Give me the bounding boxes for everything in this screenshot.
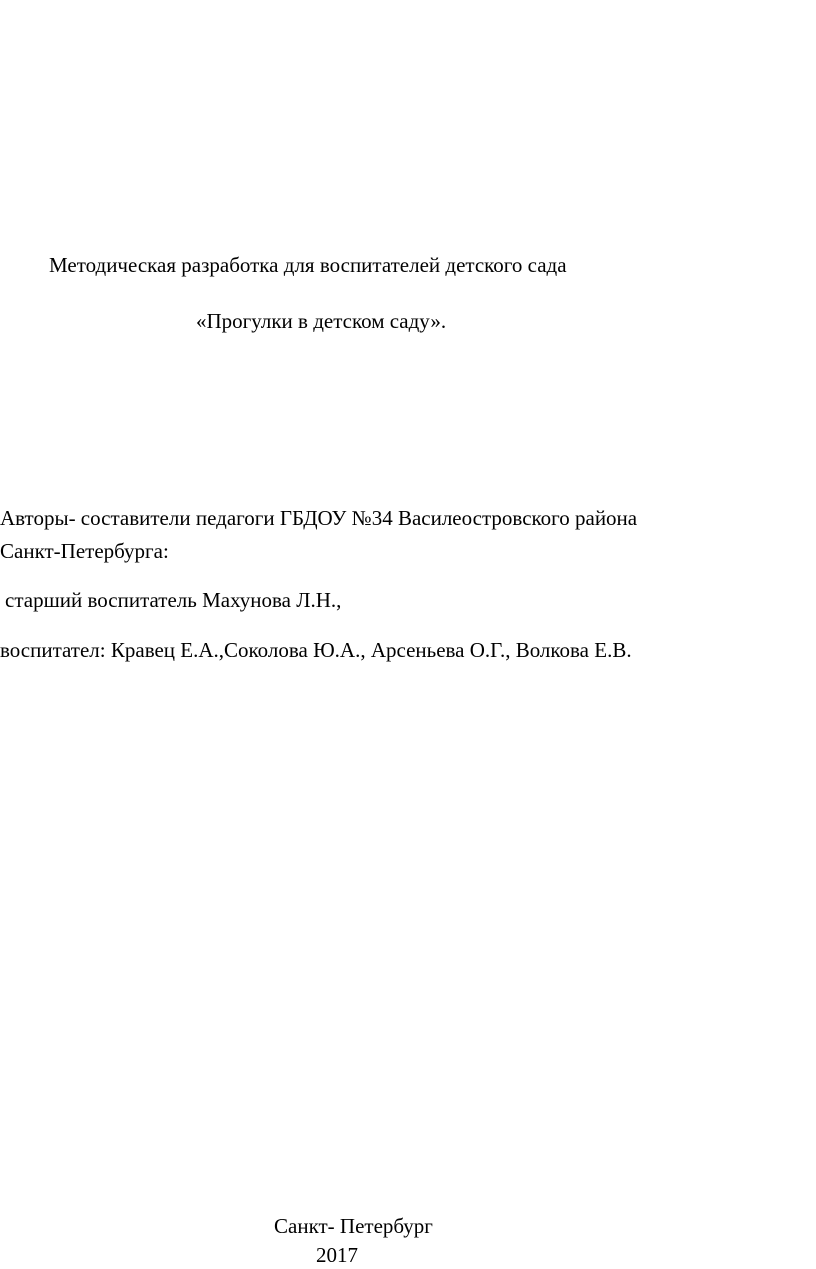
year-text: 2017: [316, 1243, 358, 1267]
educators-line: воспитател: Кравец Е.А.,Соколова Ю.А., Арсеньева О.Г., Волкова Е.В.: [0, 638, 632, 662]
document-title: Методическая разработка для воспитателей детского сада: [49, 253, 567, 277]
authors-line-2: Санкт-Петербурга:: [0, 539, 169, 563]
city-text: Санкт- Петербург: [274, 1214, 433, 1238]
document-subtitle: «Прогулки в детском саду».: [196, 309, 447, 333]
senior-educator-line: старший воспитатель Махунова Л.Н.,: [5, 588, 342, 612]
authors-line-1: Авторы- составители педагоги ГБДОУ №34 Василеостровского района: [0, 506, 638, 530]
